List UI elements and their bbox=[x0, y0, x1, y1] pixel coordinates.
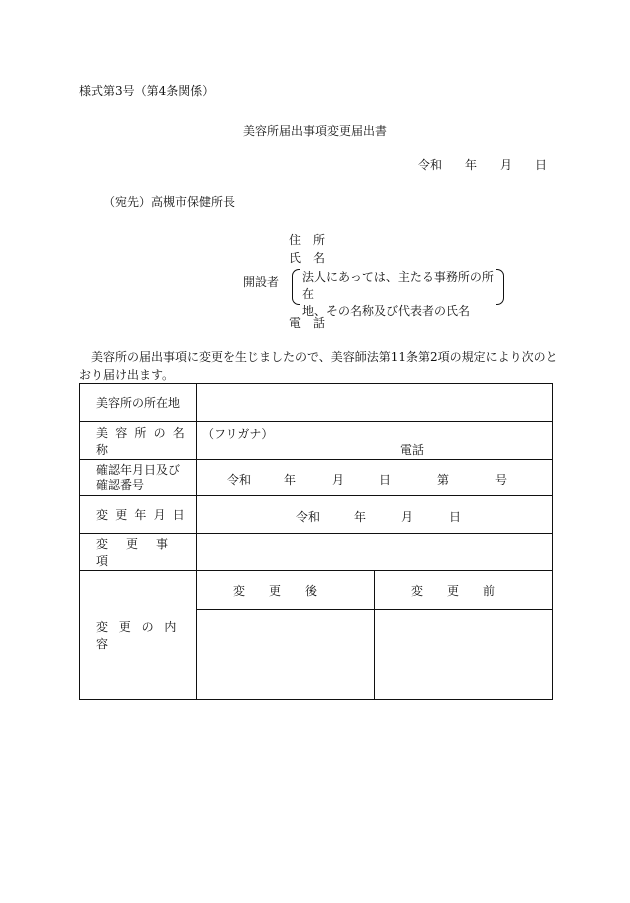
salon-name-field[interactable] bbox=[197, 422, 553, 460]
change-date-label: 変更年月日 bbox=[80, 496, 197, 534]
confirmation-day: 日 bbox=[379, 473, 392, 487]
before-change-field[interactable] bbox=[375, 610, 553, 700]
change-date-year: 年 bbox=[354, 510, 367, 524]
date-year: 年 bbox=[465, 158, 478, 172]
phone-label: 電 話 bbox=[289, 316, 326, 330]
change-content-label: 変更の内容 bbox=[80, 571, 197, 700]
statement-line2: おり届け出ます。 bbox=[79, 368, 175, 382]
table-row bbox=[80, 422, 553, 460]
table-row bbox=[80, 534, 553, 571]
confirmation-year: 年 bbox=[284, 473, 297, 487]
change-item-label: 変更事項 bbox=[80, 534, 197, 571]
confirmation-label bbox=[80, 460, 197, 496]
salon-address-label: 美容所の所在地 bbox=[80, 384, 197, 422]
corporate-note-bracket bbox=[292, 269, 504, 318]
after-change-header: 変 更 後 bbox=[197, 571, 375, 610]
form-number: 様式第3号（第4条関係） bbox=[79, 84, 215, 98]
confirmation-month: 月 bbox=[332, 473, 345, 487]
statement-line1: 美容所の届出事項に変更を生じましたので、美容師法第11条第2項の規定により次のと bbox=[91, 350, 558, 364]
name-label: 氏 名 bbox=[289, 251, 326, 265]
date-era: 令和 bbox=[418, 158, 443, 172]
change-form-table bbox=[79, 383, 553, 700]
document-title: 美容所届出事項変更届出書 bbox=[243, 124, 388, 138]
corporate-note-line2: 地、その名称及び代表者の氏名 bbox=[302, 304, 471, 318]
change-date-era: 令和 bbox=[296, 510, 321, 524]
table-row bbox=[80, 571, 553, 610]
confirmation-label-line2: 確認番号 bbox=[96, 477, 145, 492]
left-bracket bbox=[292, 269, 300, 305]
change-date-month: 月 bbox=[401, 510, 414, 524]
founder-label: 開設者 bbox=[243, 275, 280, 289]
change-item-field[interactable] bbox=[197, 534, 553, 571]
confirmation-number-suffix: 号 bbox=[495, 473, 508, 487]
salon-phone-label: 電話 bbox=[400, 443, 425, 457]
date-day: 日 bbox=[535, 158, 548, 172]
change-date-field[interactable] bbox=[197, 496, 553, 534]
table-row bbox=[80, 384, 553, 422]
address-label: 住 所 bbox=[289, 233, 326, 247]
salon-address-field[interactable] bbox=[197, 384, 553, 422]
change-date-day: 日 bbox=[449, 510, 462, 524]
table-row bbox=[80, 496, 553, 534]
salon-name-label: 美容所の名称 bbox=[80, 422, 197, 460]
furigana-label: （フリガナ） bbox=[202, 427, 274, 441]
addressee: （宛先）高槻市保健所長 bbox=[103, 195, 236, 209]
table-row bbox=[80, 460, 553, 496]
before-change-header: 変 更 前 bbox=[375, 571, 553, 610]
after-change-field[interactable] bbox=[197, 610, 375, 700]
confirmation-number-prefix: 第 bbox=[437, 473, 450, 487]
confirmation-field[interactable] bbox=[197, 460, 553, 496]
date-month: 月 bbox=[500, 158, 513, 172]
corporate-note-line1: 法人にあっては、主たる事務所の所在 bbox=[302, 270, 494, 301]
corporate-note bbox=[302, 269, 504, 320]
confirmation-label-line1: 確認年月日及び bbox=[96, 462, 181, 477]
confirmation-era: 令和 bbox=[227, 473, 252, 487]
